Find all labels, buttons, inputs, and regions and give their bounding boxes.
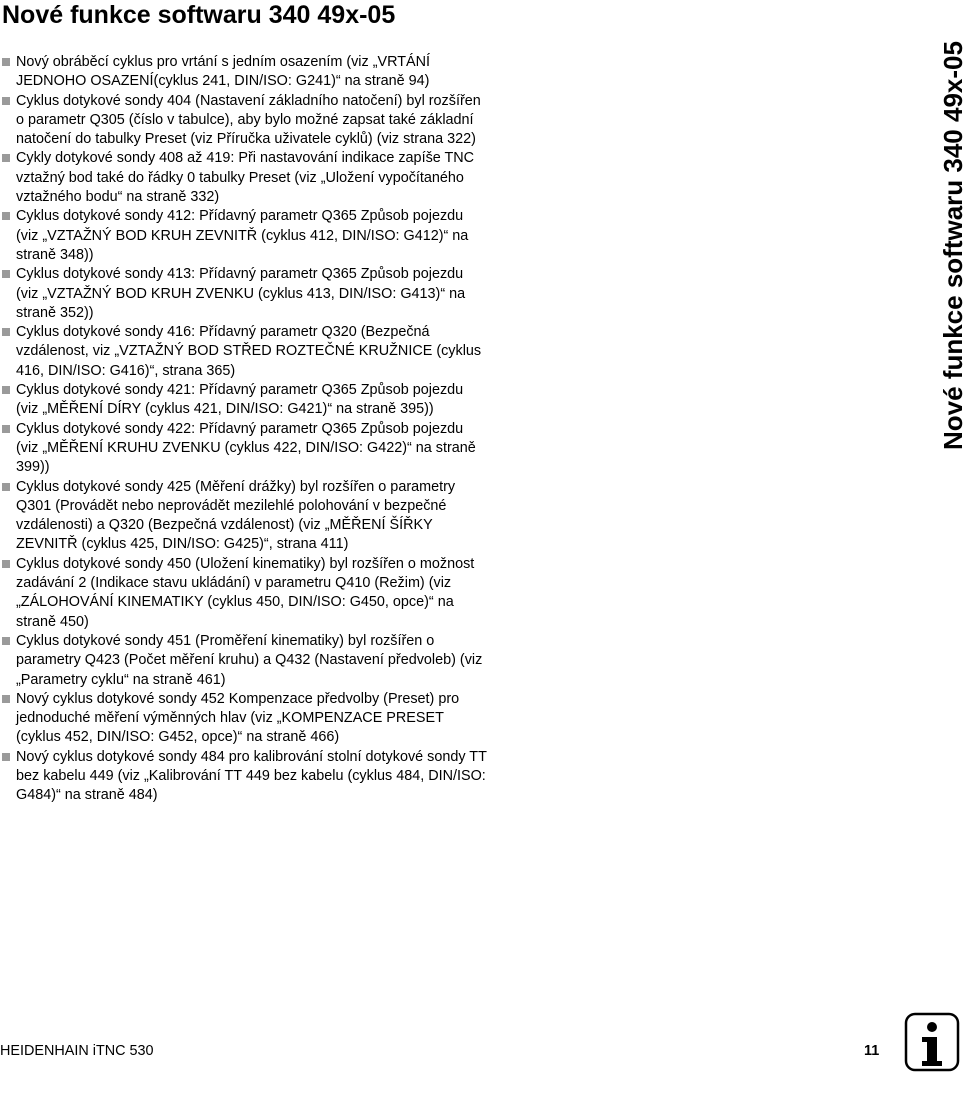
bullet-icon [2,695,10,703]
list-item-text: Cyklus dotykové sondy 404 (Nastavení základního natočení) byl rozšířen o parametr Q305 (číslo v tabulce), aby bylo možné zapsat také základní natočení do tabulky Preset (viz Příručka uživatele cyklů) (viz strana 322) [16,92,481,148]
list-item-text: Nový cyklus dotykové sondy 484 pro kalibrování stolní dotykové sondy TT bez kabelu 449 (viz „Kalibrování TT 449 bez kabelu (cyklus 484, DIN/ISO: G484)“ na straně 484) [16,748,487,804]
list-item [0,748,488,806]
bullet-icon [2,212,10,220]
bullet-icon [2,425,10,433]
list-item-text: Cyklus dotykové sondy 412: Přídavný parametr Q365 Způsob pojezdu (viz „VZTAŽNÝ BOD KRUH ZEVNITŘ (cyklus 412, DIN/ISO: G412)“ na straně 348)) [16,208,469,263]
feature-list [0,53,488,806]
list-item [0,92,488,150]
list-item-text: Cyklus dotykové sondy 413: Přídavný parametr Q365 Způsob pojezdu (viz „VZTAŽNÝ BOD KRUH ZVENKU (cyklus 413, DIN/ISO: G413)“ na straně 352)) [16,266,466,321]
bullet-icon [2,560,10,568]
bullet-icon [2,154,10,162]
list-item [0,265,488,323]
bullet-icon [2,328,10,336]
page-number: 11 [864,1043,880,1059]
list-item [0,207,488,265]
bullet-icon [2,97,10,105]
list-item-text: Nový cyklus dotykové sondy 452 Kompenzace předvolby (Preset) pro jednoduché měření výměnných hlav (viz „KOMPENZACE PRESET (cyklus 452, DIN/ISO: G452, opce)“ na straně 466) [16,690,460,746]
list-item [0,420,488,478]
side-tab-title: Nové funkce softwaru 340 49x-05 [938,41,968,450]
bullet-icon [2,483,10,491]
bullet-icon [2,637,10,645]
bullet-icon [2,270,10,278]
bullet-icon [2,58,10,66]
footer-brand: HEIDENHAIN iTNC 530 [0,1043,154,1059]
list-item [0,149,488,207]
info-icon [902,1012,960,1098]
list-item [0,478,488,555]
list-item-text: Cyklus dotykové sondy 451 (Proměření kinematiky) byl rozšířen o parametry Q423 (Počet měření kruhu) a Q432 (Nastavení předvoleb) (viz „Parametry cyklu“ na straně 461) [16,632,483,688]
list-item-text: Cyklus dotykové sondy 450 (Uložení kinematiky) byl rozšířen o možnost zadávání 2 (Indikace stavu ukládání) v parametru Q410 (Režim) (viz „ZÁLOHOVÁNÍ KINEMATIKY (cyklus 450, DIN/ISO: G450, opce)“ na straně 450) [16,555,475,630]
list-item-text: Cyklus dotykové sondy 421: Přídavný parametr Q365 Způsob pojezdu (viz „MĚŘENÍ DÍRY (cyklus 421, DIN/ISO: G421)“ na straně 395)) [16,382,464,418]
list-item [0,381,488,420]
list-item-text: Nový obráběcí cyklus pro vrtání s jedním osazením (viz „VRTÁNÍ JEDNOHO OSAZENÍ(cyklus 241, DIN/ISO: G241)“ na straně 94) [16,54,431,90]
list-item-text: Cyklus dotykové sondy 416: Přídavný parametr Q320 (Bezpečná vzdálenost, viz „VZTAŽNÝ BOD STŘED ROZTEČNÉ KRUŽNICE (cyklus 416, DIN/ISO: G416)“, strana 365) [16,324,482,379]
list-item [0,323,488,381]
page-title: Nové funkce softwaru 340 49x-05 [2,1,396,29]
list-item-text: Cykly dotykové sondy 408 až 419: Při nastavování indikace zapíše TNC vztažný bod také do řádky 0 tabulky Preset (viz „Uložení vypočítaného vztažného bodu“ na straně 332) [16,150,475,206]
list-item-text: Cyklus dotykové sondy 422: Přídavný parametr Q365 Způsob pojezdu (viz „MĚŘENÍ KRUHU ZVENKU (cyklus 422, DIN/ISO: G422)“ na straně 399)) [16,420,476,476]
bullet-icon [2,753,10,761]
list-item [0,690,488,748]
list-item [0,555,488,632]
bullet-icon [2,386,10,394]
list-item [0,632,488,690]
list-item-text: Cyklus dotykové sondy 425 (Měření drážky) byl rozšířen o parametry Q301 (Provádět nebo neprovádět mezilehlé polohování v bezpečné vzdálenosti) a Q320 (Bezpečná vzdálenost) (viz „MĚŘENÍ ŠÍŘKY ZEVNITŘ (cyklus 425, DIN/ISO: G425)“, strana 411) [16,478,456,553]
list-item [0,53,488,92]
